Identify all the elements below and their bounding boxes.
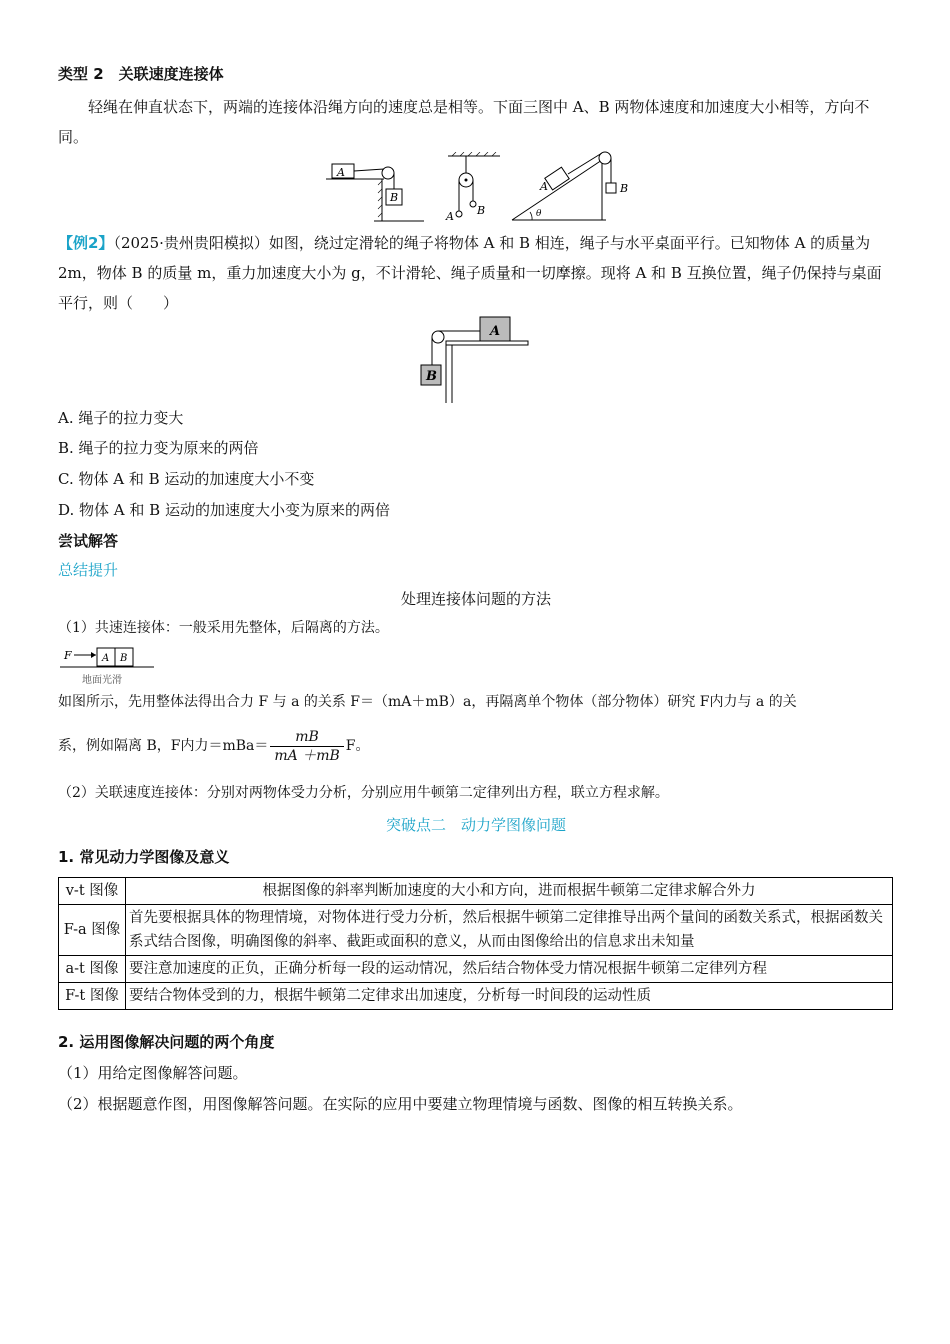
svg-text:A: A: [337, 166, 345, 179]
example-figure: [418, 315, 530, 407]
subheading-1: 1. 常见动力学图像及意义: [58, 848, 230, 866]
fraction-numerator: mB: [270, 728, 343, 747]
method-1: （1）共速连接体：一般采用先整体，后隔离的方法。: [58, 620, 389, 636]
method-2: （2）关联速度连接体：分别对两物体受力分析，分别应用牛顿第二定律列出方程，联立方程求解。: [58, 785, 669, 801]
figure-horizontal-table: [322, 155, 432, 225]
svg-text:B: B: [620, 182, 629, 195]
summary-label: 总结提升: [58, 561, 119, 579]
method-1-line-2: [58, 724, 894, 768]
try-answer-label: 尝试解答: [58, 532, 119, 550]
table-row: [59, 878, 893, 905]
example-text: （2025·贵州贵阳模拟）如图，绕过定滑轮的绳子将物体 A 和 B 相连，绳子与水平桌面平行。已知物体 A 的质量为 2m，物体 B 的质量 m，重力加速度大小为 g，不计滑轮、绳子质量和一切摩擦。现将 A 和 B 互换位置，绳子仍保持与桌面平行，则（ ）: [58, 234, 882, 312]
section-2-title: 突破点二 动力学图像问题: [385, 816, 566, 834]
table-row: [59, 905, 893, 956]
subheading-2: 2. 运用图像解决问题的两个角度: [58, 1033, 275, 1051]
svg-text:B: B: [120, 653, 128, 664]
type2-paragraph: 轻绳在伸直状态下，两端的连接体沿绳方向的速度总是相等。下面三图中 A、B 两物体速度和加速度大小相等，方向不同。: [58, 98, 870, 146]
angle-2: （2）根据题意作图，用图像解答问题。在实际的应用中要建立物理情境与函数、图像的相互转换关系。: [58, 1095, 743, 1113]
row-label: F-a 图像: [59, 905, 126, 956]
mass-fraction: [270, 728, 343, 765]
option-a: A. 绳子的拉力变大: [58, 409, 184, 427]
svg-text:A: A: [490, 324, 501, 339]
row-text: 要结合物体受到的力，根据牛顿第二定律求出加速度，分析每一时间段的运动性质: [126, 983, 893, 1010]
svg-text:B: B: [426, 369, 437, 384]
figure-vertical-pulley: [444, 152, 504, 227]
type2-heading: 类型 2 关联速度连接体: [58, 65, 224, 83]
row-label: F-t 图像: [59, 983, 126, 1010]
figure-incline-pulley: [510, 150, 632, 224]
row-label: a-t 图像: [59, 956, 126, 983]
svg-text:θ: θ: [536, 209, 542, 219]
svg-text:A: A: [540, 180, 548, 193]
table-row: [59, 983, 893, 1010]
row-text: 首先要根据具体的物理情境，对物体进行受力分析，然后根据牛顿第二定律推导出两个量间的函数关系式，根据函数关系式结合图像，明确图像的斜率、截距或面积的意义，从而由图像给出的信息求出未知量: [126, 905, 893, 956]
svg-text:A: A: [446, 210, 454, 223]
svg-text:地面光滑: 地面光滑: [82, 675, 122, 686]
option-b: B. 绳子的拉力变为原来的两倍: [58, 439, 259, 457]
method-title: 处理连接体问题的方法: [400, 590, 551, 608]
figure-force-blocks: [58, 645, 158, 687]
table-row: [59, 956, 893, 983]
method-1-prefix: 系，例如隔离 B，F内力＝mBa＝: [58, 738, 269, 754]
method-1-suffix: F。: [345, 738, 370, 754]
example-tag: 【例2】: [58, 234, 114, 252]
svg-text:B: B: [477, 204, 486, 217]
row-text: 根据图像的斜率判断加速度的大小和方向，进而根据牛顿第二定律求解合外力: [126, 878, 893, 905]
row-text: 要注意加速度的正负，正确分析每一段的运动情况，然后结合物体受力情况根据牛顿第二定律列方程: [126, 956, 893, 983]
method-1-line-1: 如图所示，先用整体法得出合力 F 与 a 的关系 F＝（mA＋mB）a，再隔离单个物体（部分物体）研究 F内力与 a 的关: [58, 694, 797, 710]
svg-text:F: F: [64, 649, 72, 662]
option-d: D. 物体 A 和 B 运动的加速度大小变为原来的两倍: [58, 501, 390, 519]
dynamics-graph-table: [58, 877, 893, 1010]
row-label: v-t 图像: [59, 878, 126, 905]
svg-text:B: B: [390, 191, 399, 204]
example-2: [58, 228, 894, 318]
fraction-denominator: mA ＋mB: [274, 747, 340, 764]
svg-text:A: A: [102, 653, 110, 664]
angle-1: （1）用给定图像解答问题。: [58, 1064, 248, 1082]
option-c: C. 物体 A 和 B 运动的加速度大小不变: [58, 470, 315, 488]
